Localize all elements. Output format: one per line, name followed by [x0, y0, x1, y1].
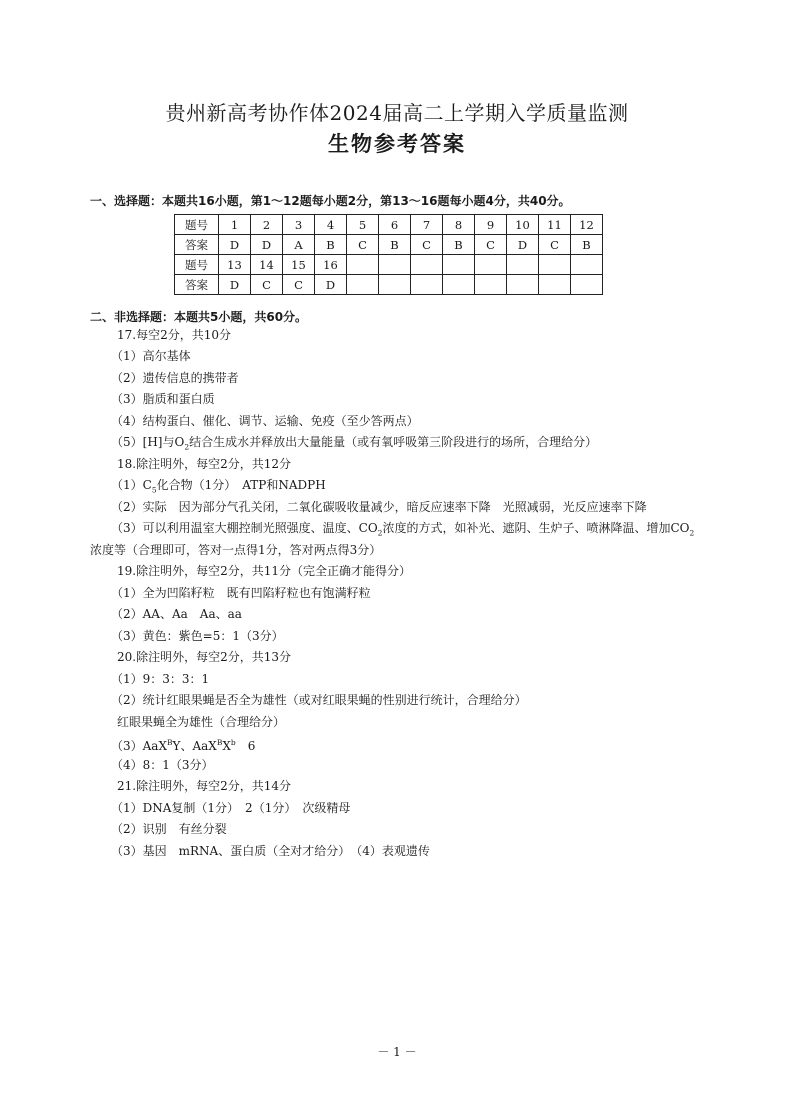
table-cell: D — [219, 235, 251, 255]
table-cell — [539, 275, 571, 295]
text-segment: X — [222, 739, 231, 753]
table-cell: 6 — [379, 215, 411, 235]
table-cell — [507, 275, 539, 295]
table-cell: 11 — [539, 215, 571, 235]
table-cell — [411, 255, 443, 275]
table-cell — [475, 255, 507, 275]
table-cell: 12 — [571, 215, 603, 235]
superscript: B — [167, 738, 173, 747]
answer-line — [111, 735, 255, 754]
answer-line — [111, 520, 694, 541]
text-segment: （5）[H]与O — [111, 435, 185, 449]
text-segment: （3）可以利用温室大棚控制光照强度、温度、CO — [111, 521, 378, 535]
table-cell: 1 — [219, 215, 251, 235]
table-cell: 4 — [315, 215, 347, 235]
table-cell: 15 — [283, 255, 315, 275]
answer-line: 浓度等（合理即可，答对一点得1分，答对两点得3分） — [90, 543, 382, 557]
superscript: b — [230, 738, 236, 747]
table-cell — [411, 275, 443, 295]
row-label: 答案 — [175, 235, 219, 255]
table-cell: B — [443, 235, 475, 255]
subscript: 2 — [184, 442, 190, 452]
answer-line: （4）8：1（3分） — [111, 758, 214, 772]
superscript: B — [216, 738, 223, 747]
text-segment: （1）C — [111, 478, 152, 492]
table-cell — [475, 275, 507, 295]
answer-line: （2）AA、Aa Aa、aa — [111, 607, 242, 621]
table-cell: B — [571, 235, 603, 255]
document-subtitle: 生物参考答案 — [328, 131, 466, 156]
answer-line: （1）全为凹陷籽粒 既有凹陷籽粒也有饱满籽粒 — [111, 586, 371, 600]
row-label: 题号 — [175, 215, 219, 235]
subscript: 5 — [151, 485, 157, 495]
table-cell: C — [283, 275, 315, 295]
table-cell: C — [475, 235, 507, 255]
table-cell — [347, 255, 379, 275]
text-segment: 浓度的方式，如补光、遮阴、生炉子、喷淋降温、增加CO — [382, 521, 690, 535]
page-number: － 1 － — [377, 1045, 417, 1059]
answer-line: （2）遗传信息的携带者 — [111, 371, 239, 385]
table-cell: C — [251, 275, 283, 295]
table-cell — [571, 275, 603, 295]
table-cell: 13 — [219, 255, 251, 275]
table-cell: 9 — [475, 215, 507, 235]
answer-line: （1）DNA复制（1分） 2（1分） 次级精母 — [111, 801, 351, 815]
table-row-numbers-1 — [175, 215, 603, 235]
text-segment: 6 — [235, 739, 256, 753]
table-cell — [571, 255, 603, 275]
answer-line: 19.除注明外，每空2分，共11分（完全正确才能得分） — [117, 564, 411, 578]
row-label: 答案 — [175, 275, 219, 295]
text-segment: 结合生成水并释放出大量能量（或有氧呼吸第三阶段进行的场所，合理给分） — [189, 435, 598, 449]
table-cell: 8 — [443, 215, 475, 235]
table-cell: 2 — [251, 215, 283, 235]
table-cell: D — [315, 275, 347, 295]
table-cell — [507, 255, 539, 275]
table-cell: D — [219, 275, 251, 295]
answer-line: （3）基因 mRNA、蛋白质（全对才给分） （4）表观遗传 — [111, 844, 430, 858]
text-segment: Y、AaX — [172, 739, 217, 753]
answer-line: 18.除注明外，每空2分，共12分 — [117, 457, 291, 471]
table-cell: B — [315, 235, 347, 255]
table-cell: 7 — [411, 215, 443, 235]
answer-table — [174, 214, 603, 295]
answer-line: （3）黄色：紫色=5：1（3分） — [111, 629, 284, 643]
table-cell: 16 — [315, 255, 347, 275]
answer-line: 17.每空2分，共10分 — [117, 328, 231, 342]
text-segment: （3）AaX — [111, 739, 167, 753]
table-cell: 10 — [507, 215, 539, 235]
answer-line — [111, 434, 597, 455]
answer-line: （2）实际 因为部分气孔关闭，二氧化碳吸收量减少，暗反应速率下降 光照减弱，光反应速率下降 — [111, 500, 647, 514]
table-cell — [379, 275, 411, 295]
table-cell: C — [411, 235, 443, 255]
table-row-numbers-2 — [175, 255, 603, 275]
table-row-answers-2 — [175, 275, 603, 295]
table-cell: B — [379, 235, 411, 255]
table-cell — [443, 255, 475, 275]
table-cell: 5 — [347, 215, 379, 235]
answer-line — [111, 477, 326, 498]
answer-line: （3）脂质和蛋白质 — [111, 392, 215, 406]
answer-line: （4）结构蛋白、催化、调节、运输、免疫（至少答两点） — [111, 414, 419, 428]
table-cell: C — [539, 235, 571, 255]
table-cell: C — [347, 235, 379, 255]
answer-line: 21.除注明外，每空2分，共14分 — [117, 779, 291, 793]
table-cell: 3 — [283, 215, 315, 235]
table-cell — [347, 275, 379, 295]
table-cell — [443, 275, 475, 295]
subscript: 2 — [377, 528, 383, 538]
table-cell: 14 — [251, 255, 283, 275]
table-cell: D — [507, 235, 539, 255]
answer-line: （1）高尔基体 — [111, 349, 191, 363]
answer-line: （1）9：3：3：1 — [111, 672, 210, 686]
row-label: 题号 — [175, 255, 219, 275]
answer-line: 红眼果蝇全为雄性（合理给分） — [117, 715, 286, 729]
answer-line: 20.除注明外，每空2分，共13分 — [117, 650, 291, 664]
answer-line: （2）识别 有丝分裂 — [111, 822, 227, 836]
table-row-answers-1 — [175, 235, 603, 255]
document-title: 贵州新高考协作体2024届高二上学期入学质量监测 — [165, 101, 629, 125]
section-two-heading: 二、非选择题：本题共5小题，共60分。 — [90, 310, 308, 324]
table-cell: D — [251, 235, 283, 255]
section-one-heading: 一、选择题：本题共16小题，第1～12题每小题2分，第13～16题每小题4分，共40分。 — [90, 194, 571, 208]
table-cell — [539, 255, 571, 275]
text-segment: 化合物（1分） ATP和NADPH — [156, 478, 326, 492]
table-cell — [379, 255, 411, 275]
answer-line: （2）统计红眼果蝇是否全为雄性（或对红眼果蝇的性别进行统计，合理给分） — [111, 693, 527, 707]
subscript: 2 — [689, 528, 695, 538]
table-cell: A — [283, 235, 315, 255]
